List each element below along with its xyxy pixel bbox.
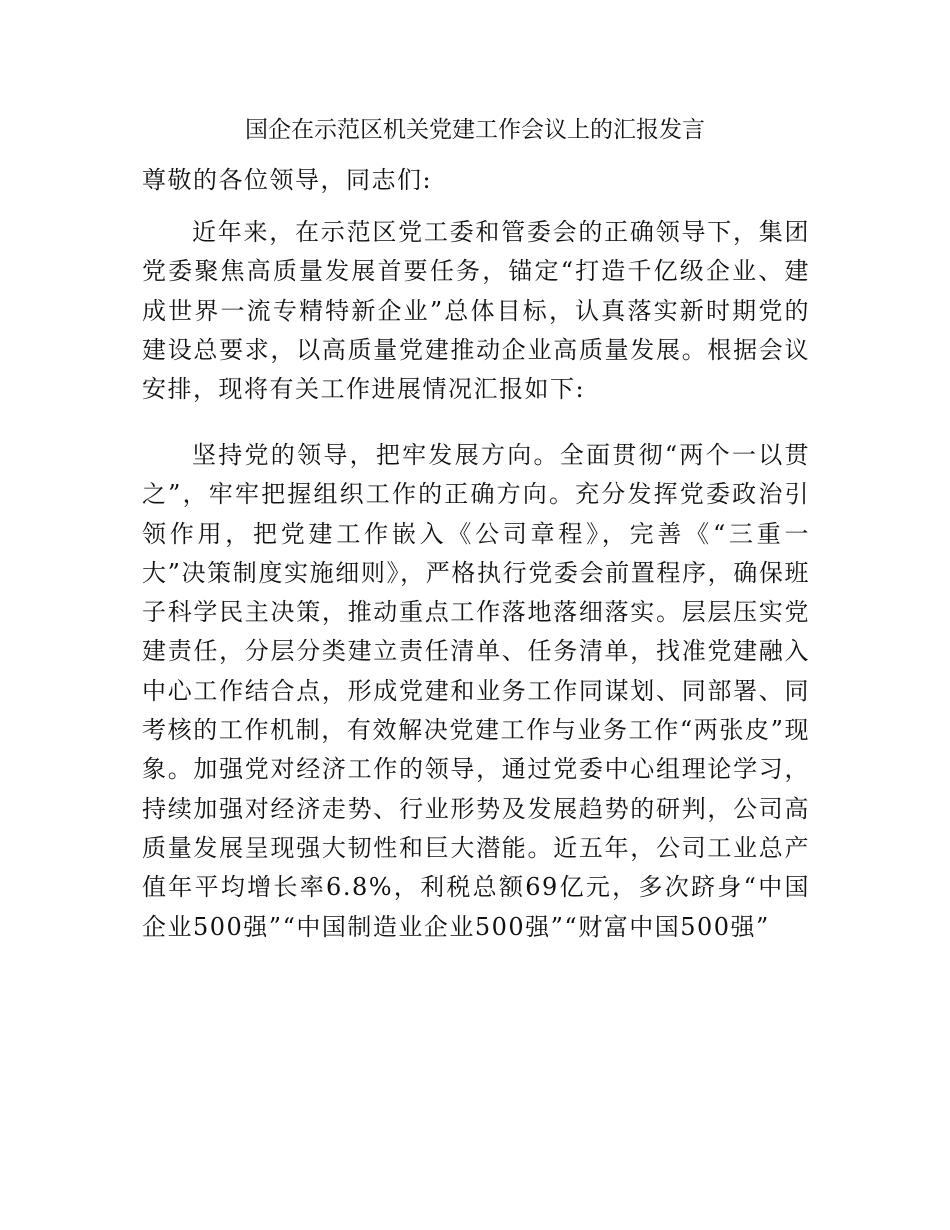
paragraph-intro: 近年来，在示范区党工委和管委会的正确领导下，集团党委聚焦高质量发展首要任务，锚定“打造千亿级企业、建成世界一流专精特新企业”总体目标，认真落实新时期党的建设总要求，以高质量党建推动企业高质量发展。根据会议安排，现将有关工作进展情况汇报如下: [142, 218, 810, 404]
paragraph-party-leadership: 坚持党的领导，把牢发展方向。全面贯彻“两个一以贯之”，牢牢把握组织工作的正确方向。充分发挥党委政治引领作用，把党建工作嵌入《公司章程》，完善《“三重一大”决策制度实施细则》，严格执行党委会前置程序，确保班子科学民主决策，推动重点工作落地落细落实。层层压实党建责任，分层分类建立责任清单、任务清单，找准党建融入中心工作结合点，形成党建和业务工作同谋划、同部署、同考核的工作机制，有效解决党建工作与业务工作“两张皮”现象。加强党对经济工作的领导，通过党委中心组理论学习，持续加强对经济走势、行业形势及发展趋势的研判，公司高质量发展呈现强大韧性和巨大潜能。近五年，公司工业总产值年平均增长率6.8%，利税总额69亿元，多次跻身“中国企业500强”“中国制造业企业500强”“财富中国500强” [142, 441, 810, 941]
salutation: 尊敬的各位领导，同志们: [142, 166, 433, 194]
document-title: 国企在示范区机关党建工作会议上的汇报发言 [245, 117, 705, 143]
